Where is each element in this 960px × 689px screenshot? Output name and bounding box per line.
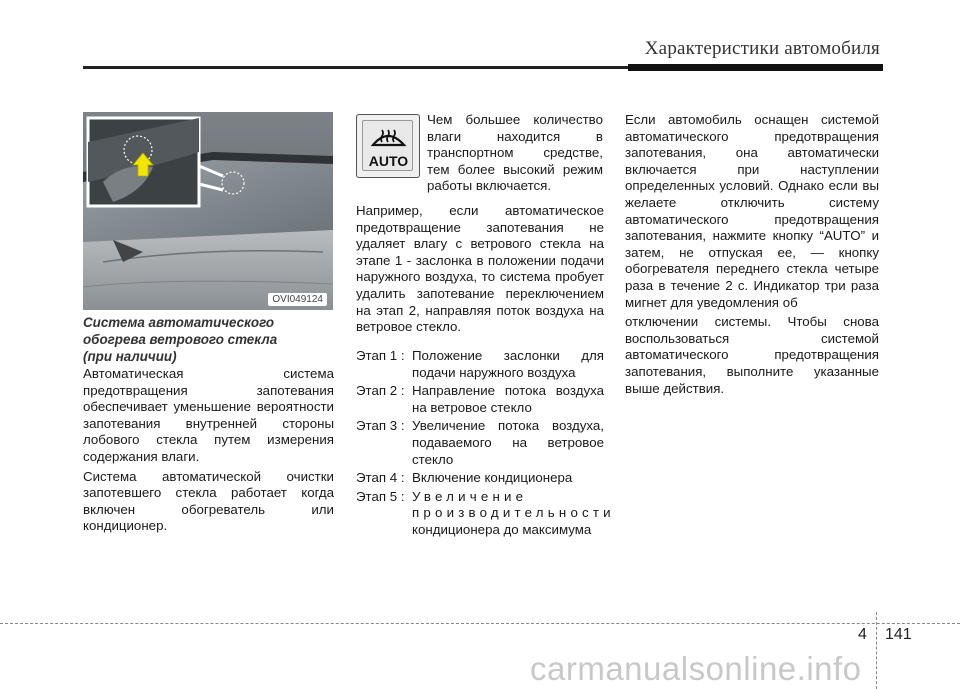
windshield-illustration [83, 112, 333, 310]
windshield-photo [83, 112, 333, 310]
paragraph: Например, если автоматическое предотвращение запотевания не удаляет влагу с ветрового стекла на этапе 1 - заслонка в положении подачи наружного воздуха, то система пробует удалить запотевание переключением на этап 2, направляя поток воздуха на ветровое стекло. [356, 203, 604, 335]
paragraph: Чем большее количество влаги находится в транспортном средстве, тем более высокий режим работы включается. [427, 112, 603, 194]
step-text-line: Увеличение производительности [412, 488, 615, 521]
step-label: Этап 1 : [356, 348, 405, 363]
list-item [356, 418, 604, 468]
paragraph: Система автоматической очистки запотевшего стекла работает когда включен обогреватель или кондиционер. [83, 468, 334, 534]
auto-label: AUTO [368, 153, 409, 169]
paragraph: отключении системы. Чтобы снова воспользоваться системой автоматического предотвращения запотевания, выполните указанные выше действия. [625, 314, 879, 396]
header-rule-accent [628, 64, 883, 71]
caption-line: обогрева ветрового стекла [83, 332, 278, 347]
step-text-line: кондиционера до максимума [412, 521, 592, 537]
list-item [356, 348, 604, 381]
section-title: Характеристики автомобиля [644, 38, 880, 59]
step-text: Направление потока воздуха на ветровое стекло [412, 383, 604, 415]
step-text: Положение заслонки для подачи наружного воздуха [412, 348, 604, 380]
column-2 [356, 203, 604, 339]
list-item [356, 383, 604, 416]
figure-code: OVI049124 [268, 293, 327, 306]
paragraph: Если автомобиль оснащен системой автоматического предотвращения запотевания, она автоматически включается при наступлении определенных условий. Однако если вы желаете отключить систему автоматического предотвращения запотевания, нажмите кнопку “AUTO” и затем, не отпуская ее, — кнопку обогревателя переднего стекла четыре раза в течение 2 с. Индикатор три раза мигнет для уведомления об [625, 112, 879, 310]
footer-divider [876, 612, 877, 689]
step-text [412, 489, 615, 539]
auto-defog-icon [356, 114, 420, 178]
paragraph: Автоматическая система предотвращения запотевания обеспечивает уменьшение вероятности запотевания внутренней стороны лобового стекла путем измерения содержания влаги. [83, 366, 334, 464]
step-label: Этап 5 : [356, 488, 405, 504]
step-label: Этап 4 : [356, 470, 405, 486]
watermark: carmanualsonline.info [530, 650, 862, 687]
list-item [356, 488, 615, 539]
column-2-intro [427, 112, 603, 198]
steps-list [356, 348, 615, 541]
step-label: Этап 2 : [356, 383, 405, 399]
caption-line: Система автоматического [83, 315, 275, 330]
step-text: Увеличение потока воздуха, подаваемого на ветровое стекло [412, 418, 604, 467]
figure-caption [83, 314, 335, 365]
chapter-number: 4 [858, 626, 867, 643]
list-item [356, 470, 604, 487]
page-number: 141 [885, 626, 912, 643]
step-text: Включение кондиционера [412, 470, 573, 486]
footer-rule [0, 623, 960, 624]
column-3 [625, 112, 879, 400]
caption-line: (при наличии) [83, 349, 177, 364]
column-1 [83, 366, 334, 538]
step-label: Этап 3 : [356, 418, 405, 434]
